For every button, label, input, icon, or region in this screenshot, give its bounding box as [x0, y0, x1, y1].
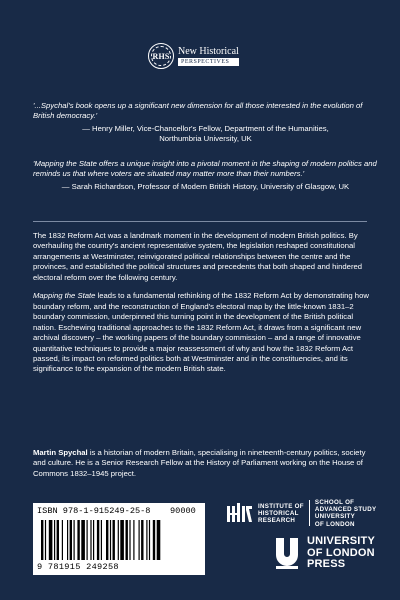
- barcode-bar: [97, 520, 99, 560]
- rhs-seal-icon: [148, 43, 174, 69]
- author-bio-text: is a historian of modern Britain, specialising in nineteenth-century politics, society and culture. He is a Senior Research Fellow at the History of Parliament working on the House of Commons 1832–1945 project.: [33, 448, 366, 478]
- barcode-bar: [106, 520, 108, 560]
- barcode-bar: [110, 520, 111, 560]
- series-logo: [148, 43, 239, 69]
- isbn-text: ISBN 978-1-915249-25-8: [37, 506, 151, 516]
- barcode-bar: [62, 520, 63, 560]
- ulp-name: UNIVERSITY OF LONDON PRESS: [307, 535, 376, 570]
- barcode-bar: [101, 520, 102, 560]
- series-subtitle: PERSPECTIVES: [178, 58, 239, 66]
- barcode-digits: 9 781915 249258: [37, 562, 119, 572]
- barcode-bar: [41, 520, 43, 560]
- barcode-bar: [70, 520, 72, 560]
- quote-1-attribution: — Henry Miller, Vice-Chancellor's Fellow, Department of the Humanities, Northumbria University, UK: [82, 123, 329, 144]
- barcode-bar: [126, 520, 128, 560]
- barcode-bar: [146, 520, 147, 560]
- barcode-bar: [133, 520, 134, 560]
- barcode-bar: [113, 520, 115, 560]
- barcode-bar: [49, 520, 53, 560]
- quote-2: [33, 159, 378, 192]
- price-code: 90000: [170, 506, 196, 516]
- isbn-barcode: [33, 503, 205, 575]
- barcode-bar: [90, 520, 91, 560]
- barcode-bar: [67, 520, 68, 560]
- barcode-bar: [118, 520, 119, 560]
- quote-1: [33, 101, 378, 145]
- barcode-bar: [77, 520, 79, 560]
- ihr-sas-logo: [226, 499, 376, 528]
- barcode-bar: [120, 520, 124, 560]
- divider-rule: [33, 221, 367, 222]
- barcode-bars: [41, 520, 199, 560]
- barcode-bar: [93, 520, 94, 560]
- sas-name: SCHOOL OF ADVANCED STUDY UNIVERSITY OF LONDON: [314, 499, 377, 528]
- barcode-bar: [87, 520, 88, 560]
- barcode-bar: [57, 520, 59, 560]
- ulp-mark-icon: [272, 536, 302, 570]
- barcode-bar: [141, 520, 143, 560]
- barcode-bar: [45, 520, 46, 560]
- logo-divider: [309, 500, 310, 526]
- series-name: New Historical: [178, 46, 239, 57]
- blurb-paragraph-1: The 1832 Reform Act was a landmark moment in the development of modern British politics. By overhauling the country's ancient representative system, the legislation reshaped constitutional arrangements at Westminster, reinvigorated political relationships between the centre and the provinces, and established the political structures and precedents that both shaped and hindered electoral reform over the following century.: [33, 231, 363, 282]
- quote-2-text: 'Mapping the State offers a unique insight into a pivotal moment in the shaping of modern politics and reminds us that where voters are situated may matter more than their numbers.': [33, 159, 377, 179]
- ihr-mark-icon: [226, 502, 254, 524]
- quote-1-text: '...Spychal's book opens up a significant new dimension for all those interested in the evolution of British democracy.': [33, 101, 363, 121]
- barcode-bar: [54, 520, 55, 560]
- barcode-bar: [157, 520, 161, 560]
- barcode-bar: [149, 520, 150, 560]
- author-name: Martin Spychal: [33, 448, 88, 457]
- seal-text: RHS: [152, 51, 170, 61]
- barcode-bar: [129, 520, 130, 560]
- quote-2-attribution: — Sarah Richardson, Professor of Modern British History, University of Glasgow, UK: [61, 181, 350, 191]
- ulp-logo: [272, 536, 375, 571]
- barcode-bar: [74, 520, 75, 560]
- barcode-bar: [81, 520, 85, 560]
- author-bio: [33, 448, 371, 487]
- ihr-name: INSTITUTE OF HISTORICAL RESEARCH: [258, 502, 304, 524]
- blurb-paragraph-2: Mapping the State leads to a fundamental rethinking of the 1832 Reform Act by demonstrating how boundary reform, and the reconstruction of England's electoral map by the little-known 1831–2 boundary commission, underpinned this turning point in the development of the British political nation. Eschewing traditional approaches to the 1832 Reform Act, it draws from a significant new archival discovery – the working papers of the boundary commission – and a range of innovative quantitative techniques to provide a major reassessment of why and how the 1832 Reform Act passed, its impact on reformed politics both at Westminster and in the constituencies, and its significance to the expansion of the modern British state.: [33, 291, 369, 374]
- barcode-bar: [139, 520, 140, 560]
- barcode-bar: [153, 520, 155, 560]
- blurb: [33, 231, 371, 383]
